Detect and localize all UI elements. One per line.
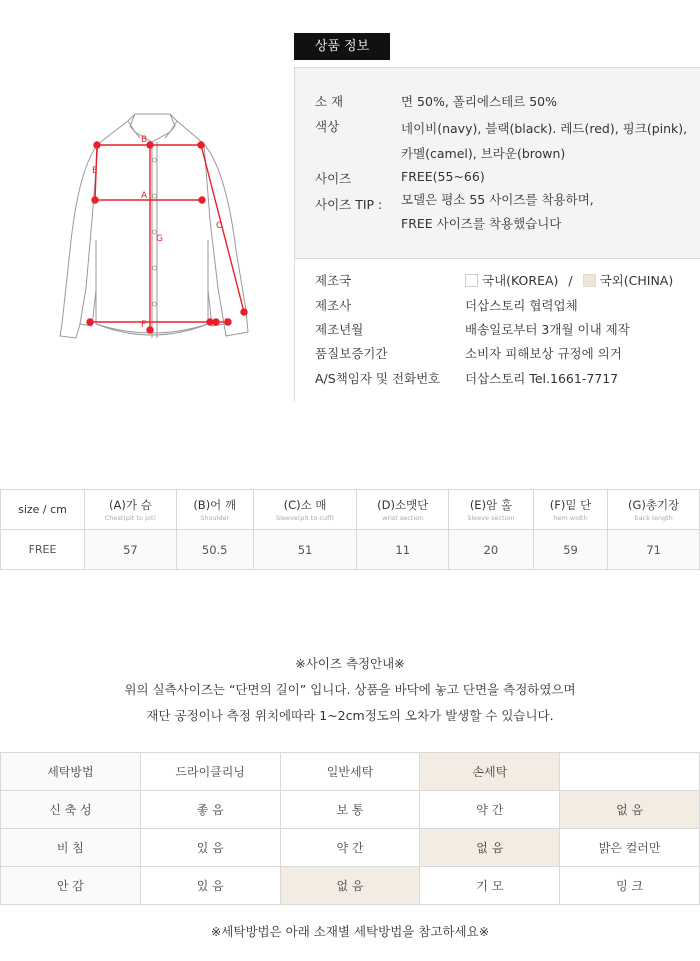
size-header-sublabel: Chest(pit to pit): [104, 514, 157, 522]
size-tip-line1: 모델은 평소 55 사이즈를 착용하며,: [401, 192, 594, 207]
care-cell: 있 음: [140, 829, 280, 867]
origin-label: 제조국: [315, 273, 352, 288]
size-value-wrist: 11: [357, 530, 449, 570]
care-row-sheer: [1, 829, 700, 867]
size-value-length: 71: [608, 530, 700, 570]
size-notice-line2: 재단 공정이나 측정 위치에따라 1~2cm정도의 오차가 발생할 수 있습니다.: [146, 708, 554, 723]
origin-china-checkbox: [583, 274, 596, 287]
material-value: 면 50%, 폴리에스테르 50%: [401, 94, 557, 109]
care-cell-selected: 없 음: [420, 829, 560, 867]
product-info-box: [294, 67, 700, 401]
shirt-buttons: [153, 158, 157, 306]
care-cell-selected: 없 음: [280, 867, 420, 905]
care-cell: 일반세탁: [280, 753, 420, 791]
size-header-label: (G)총기장: [628, 498, 680, 512]
size-header-sublabel: Sleeve(pit to cuff): [275, 514, 335, 522]
size-table-corner: size / cm: [1, 490, 85, 530]
color-value-line1: 네이비(navy), 블랙(black). 레드(red), 핑크(pink),: [401, 121, 688, 136]
origin-korea-checkbox: [465, 274, 478, 287]
material-label: 소 재: [315, 94, 344, 109]
origin-separator: /: [568, 273, 573, 288]
color-label: 색상: [315, 119, 340, 134]
size-value-armhole: 20: [449, 530, 534, 570]
origin-korea-label: 국내(KOREA): [482, 273, 559, 288]
warranty-label: 품질보증기간: [315, 346, 388, 361]
diagram-label-c: C: [216, 221, 223, 231]
care-cell-selected: 없 음: [560, 791, 700, 829]
care-cell: 드라이클리닝: [140, 753, 280, 791]
diagram-label-g: G: [156, 234, 163, 244]
diagram-label-e: E: [92, 166, 98, 176]
care-cell: 보 통: [280, 791, 420, 829]
size-header-label: (B)어 깨: [193, 498, 237, 512]
manufacture-date-value: 배송일로부터 3개월 이내 제작: [465, 322, 630, 337]
care-row-label: 안 감: [1, 867, 141, 905]
size-header-length: [608, 490, 700, 530]
care-cell: 있 음: [140, 867, 280, 905]
size-value-chest: 57: [85, 530, 177, 570]
maker-label: 제조사: [315, 298, 352, 313]
size-header-shoulder: [176, 490, 253, 530]
size-header-hem: [533, 490, 608, 530]
care-cell: [560, 753, 700, 791]
size-header-label: (E)암 홀: [469, 498, 512, 512]
size-value-hem: 59: [533, 530, 608, 570]
size-header-label: (D)소맷단: [377, 498, 429, 512]
origin-options: [465, 271, 673, 289]
care-row-stretch: [1, 791, 700, 829]
diagram-label-b: B: [141, 135, 148, 145]
diagram-label-d: D: [224, 318, 231, 328]
size-table-row: [1, 530, 700, 570]
size-header-label: (A)가 슴: [109, 498, 152, 512]
care-row-wash: [1, 753, 700, 791]
size-header-armhole: [449, 490, 534, 530]
care-row-label: 비 침: [1, 829, 141, 867]
manufacture-date-label: 제조년월: [315, 322, 364, 337]
care-cell: 밝은 컬러만: [560, 829, 700, 867]
size-header-sleeve: [253, 490, 357, 530]
product-info-title: 상품 정보: [294, 33, 390, 60]
diagram-label-f: F: [141, 320, 147, 330]
warranty-value: 소비자 피해보상 규정에 의거: [465, 346, 622, 361]
size-notice-line1: 위의 실측사이즈는 “단면의 길이” 입니다. 상품을 바닥에 놓고 단면을 측정하였으며: [124, 682, 576, 697]
care-cell: 약 간: [420, 791, 560, 829]
size-row-label: FREE: [1, 530, 85, 570]
size-table: [0, 489, 700, 570]
as-contact-value: 더삽스토리 Tel.1661-7717: [465, 371, 619, 386]
care-cell: 좋 음: [140, 791, 280, 829]
care-cell: 약 간: [280, 829, 420, 867]
product-spec-section: [295, 68, 700, 259]
diagram-label-a: A: [141, 191, 148, 201]
size-header-label: (C)소 매: [283, 498, 327, 512]
care-row-lining: [1, 867, 700, 905]
size-header-sublabel: wrist section: [382, 514, 424, 522]
origin-china-label: 국외(CHINA): [599, 273, 674, 288]
size-table-header-row: [1, 490, 700, 530]
size-notice-title: ※사이즈 측정안내※: [295, 656, 405, 671]
size-header-sublabel: Shoulder: [200, 514, 230, 522]
size-header-wrist: [357, 490, 449, 530]
as-contact-label: A/S책임자 및 전화번호: [315, 371, 441, 386]
size-header-sublabel: back length: [634, 514, 673, 522]
size-value: FREE(55~66): [401, 169, 485, 184]
care-cell: 기 모: [420, 867, 560, 905]
care-cell: 밍 크: [560, 867, 700, 905]
size-label: 사이즈: [315, 171, 352, 186]
size-tip-label: 사이즈 TIP :: [315, 197, 383, 212]
care-row-label: 세탁방법: [1, 753, 141, 791]
maker-value: 더삽스토리 협력업체: [465, 298, 578, 313]
size-tip-line2: FREE 사이즈를 착용했습니다: [401, 216, 562, 231]
size-header-label: (F)밑 단: [549, 498, 592, 512]
care-note: ※세탁방법은 아래 소재별 세탁방법을 참고하세요※: [210, 924, 490, 939]
size-header-chest: [85, 490, 177, 530]
product-legal-section: [295, 259, 700, 402]
care-cell-selected: 손세탁: [420, 753, 560, 791]
size-header-sublabel: hem width: [553, 514, 588, 522]
size-header-sublabel: Sleeve section: [467, 514, 515, 522]
size-value-shoulder: 50.5: [176, 530, 253, 570]
care-table: [0, 752, 700, 905]
size-value-sleeve: 51: [253, 530, 357, 570]
color-value-line2: 카멜(camel), 브라운(brown): [401, 146, 566, 161]
care-row-label: 신 축 성: [1, 791, 141, 829]
shirt-measurement-diagram: [40, 100, 280, 360]
measurement-lines: [87, 142, 247, 333]
